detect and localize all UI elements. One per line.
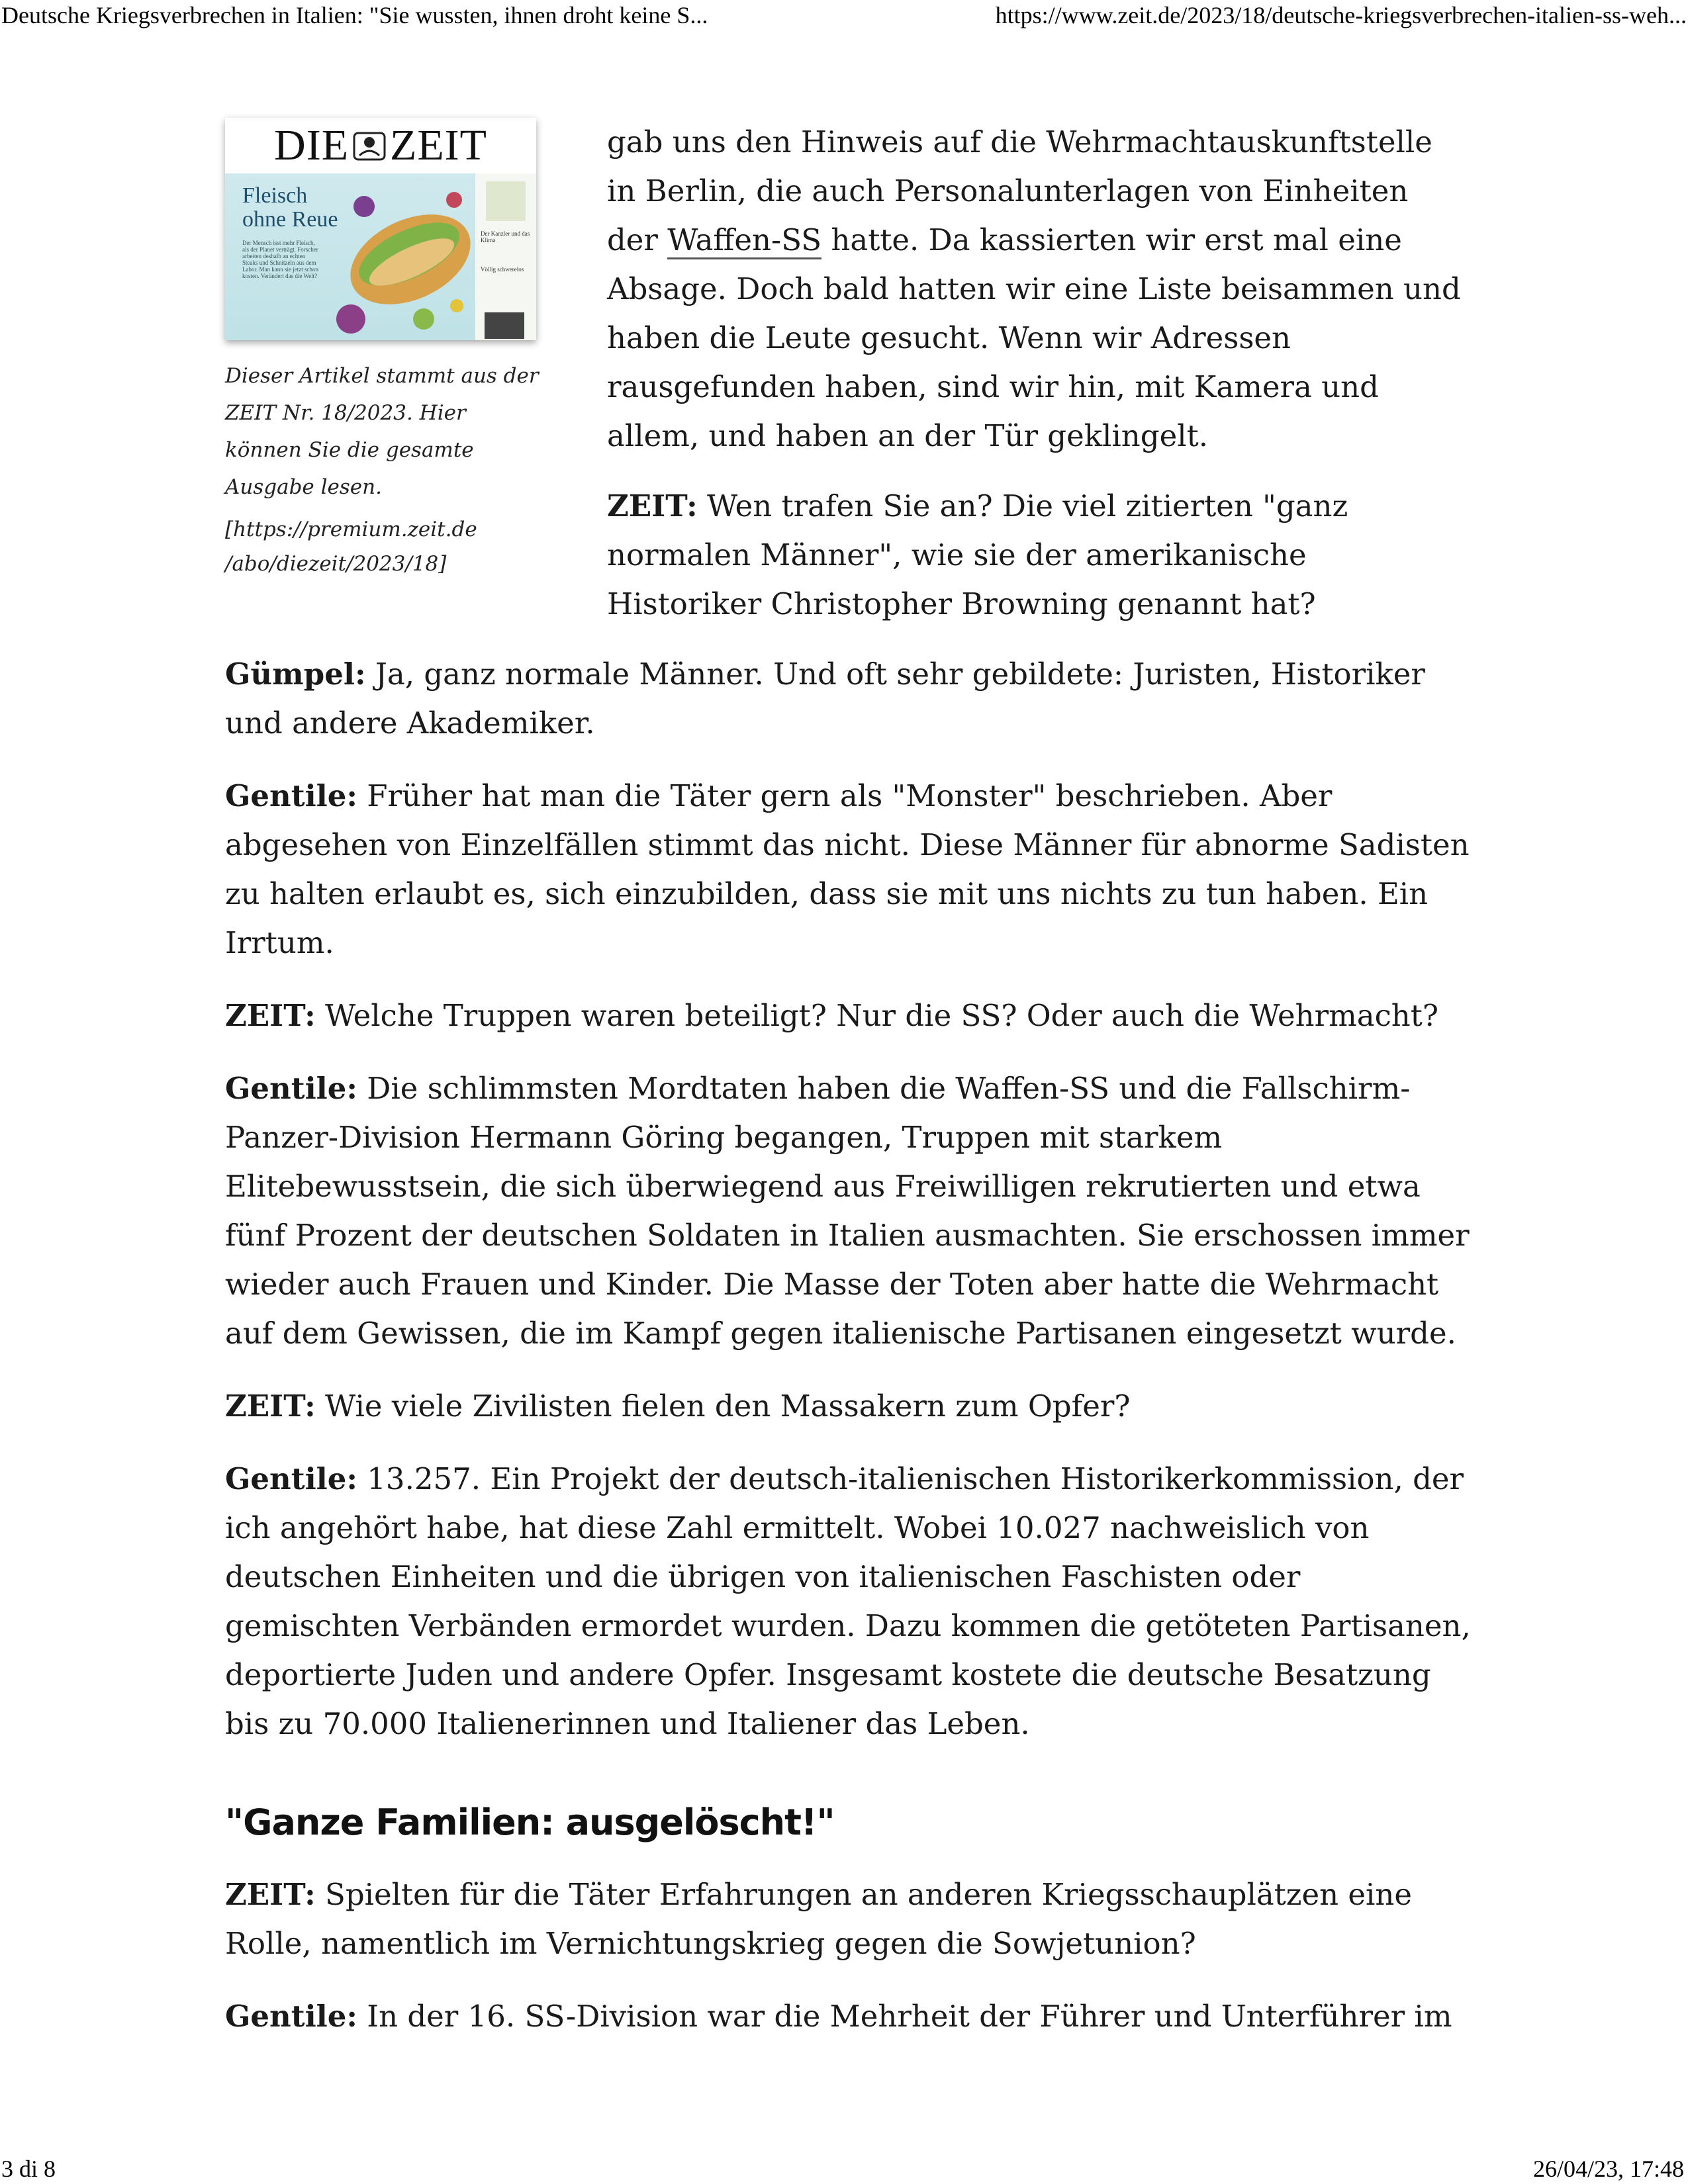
print-timestamp: 26/04/23, 17:48 xyxy=(1532,2156,1684,2182)
sandwich-illustration xyxy=(324,180,475,339)
print-footer xyxy=(0,2152,1688,2184)
cover-side-thumbnail xyxy=(485,312,524,339)
print-header xyxy=(0,0,1688,34)
section-subheading: "Ganze Familien: ausgelöscht!" xyxy=(225,1801,835,1843)
magazine-cover-image[interactable] xyxy=(225,118,536,340)
paragraph-text: In der 16. SS-Division war die Mehrheit der Führer und Unterführer im xyxy=(357,1999,1452,2034)
paragraph-7 xyxy=(225,1382,1483,1431)
speaker-label: ZEIT: xyxy=(607,488,698,523)
paragraph-5 xyxy=(225,991,1483,1040)
page-title: Deutsche Kriegsverbrechen in Italien: "Sie wussten, ihnen droht keine S... xyxy=(1,2,708,28)
paragraph-text: Ja, ganz normale Männer. Und oft sehr gebildete: Juristen, Historiker und andere Akademiker. xyxy=(225,657,1425,741)
speaker-label: Gentile: xyxy=(225,1071,357,1106)
paragraph-text: Früher hat man die Täter gern als "Monster" beschrieben. Aber abgesehen von Einzelfällen stimmt das nicht. Diese Männer für abnorme Sadisten zu halten erlaubt es, sich einzubilden, dass sie mit uns nichts zu tun haben. Ein Irrtum. xyxy=(225,778,1470,960)
cover-sidebar xyxy=(475,173,536,340)
article-column-right xyxy=(607,118,1468,629)
cover-portrait xyxy=(486,181,526,221)
speaker-label: ZEIT: xyxy=(225,998,316,1033)
paragraph-text: 13.257. Ein Projekt der deutsch-italienischen Historikerkommission, der ich angehört habe, hat diese Zahl ermittelt. Wobei 10.027 nachweislich von deutschen Einheiten und die übrigen von italienischen Faschisten oder gemischten Verbänden ermordet wurden. Dazu kommen die getöteten Partisanen, deportierte Juden und andere Opfer. Insgesamt kostete die deutsche Besatzung bis zu 70.000 Italienerinnen und Italiener das Leben. xyxy=(225,1461,1471,1741)
speaker-label: Gentile: xyxy=(225,1999,357,2034)
paragraph-3 xyxy=(225,650,1483,748)
paragraph-10 xyxy=(225,1992,1483,2041)
paragraph-text: Spielten für die Täter Erfahrungen an anderen Kriegsschauplätzen eine Rolle, namentlich im Vernichtungskrieg gegen die Sowjetunion? xyxy=(225,1877,1413,1961)
speaker-label: ZEIT: xyxy=(225,1388,316,1424)
paragraph-6 xyxy=(225,1064,1483,1358)
cover-headline-line2: ohne Reue xyxy=(242,207,338,232)
paragraph-1-text-b: hatte. Da kassierten wir erst mal eine Absage. Doch bald hatten wir eine Liste beisammen und haben die Leute gesucht. Wenn wir Adressen rausgefunden haben, sind wir hin, mit Kamera und allem, und haben an der Tür geklingelt. xyxy=(607,222,1461,453)
caption-url-line1[interactable]: [https://premium.zeit.de xyxy=(225,518,477,541)
cover-caption xyxy=(225,357,543,581)
speaker-label: Gentile: xyxy=(225,778,357,813)
caption-url-line2[interactable]: /abo/diezeit/2023/18] xyxy=(225,552,447,576)
cover-side-teaser-2: Völlig schwerelos xyxy=(481,266,524,273)
paragraph-1 xyxy=(607,118,1468,461)
paragraph-4 xyxy=(225,772,1483,968)
masthead-right: ZEIT xyxy=(390,121,487,169)
caption-url[interactable] xyxy=(225,512,543,581)
paragraph-1-text-a: gab uns den Hinweis auf die Wehrmachtauskunftstelle in Berlin, die auch Personalunterlagen von Einheiten der xyxy=(607,124,1432,257)
article-body-continued xyxy=(225,1870,1483,2041)
article-section xyxy=(225,1801,1483,1843)
cover-main-area xyxy=(225,173,475,340)
crest-icon xyxy=(352,129,387,163)
paragraph-text: Welche Truppen waren beteiligt? Nur die SS? Oder auch die Wehrmacht? xyxy=(315,998,1438,1033)
paragraph-9 xyxy=(225,1870,1483,1968)
masthead-left: DIE xyxy=(274,121,350,169)
waffen-ss-link[interactable]: Waffen-SS xyxy=(667,222,821,259)
paragraph-text: Die schlimmsten Mordtaten haben die Waffen-SS und die Fallschirm-Panzer-Division Hermann Göring begangen, Truppen mit starkem Elitebewusstsein, die sich überwiegend aus Freiwilligen rekrutierten und etwa fünf Prozent der deutschen Soldaten in Italien ausmachten. Sie erschossen immer wieder auch Frauen und Kinder. Die Masse der Toten aber hatte die Wehrmacht auf dem Gewissen, die im Kampf gegen italienische Partisanen eingesetzt wurde. xyxy=(225,1071,1470,1351)
paragraph-text: Wie viele Zivilisten fielen den Massakern zum Opfer? xyxy=(315,1388,1131,1424)
page-url[interactable]: https://www.zeit.de/2023/18/deutsche-kriegsverbrechen-italien-ss-weh... xyxy=(995,2,1687,28)
cover-headline-line1: Fleisch xyxy=(242,183,308,208)
paragraph-text: Wen trafen Sie an? Die viel zitierten "ganz normalen Männer", wie sie der amerikanische Historiker Christopher Browning genannt hat? xyxy=(607,488,1348,621)
cover-blurb: Der Mensch isst mehr Fleisch, als der Planet verträgt. Forscher arbeiten deshalb an echten Steaks und Schnitzeln aus dem Labor. Man kann sie jetzt schon kosten. Verändert das die Welt? xyxy=(242,240,318,279)
speaker-label: Gentile: xyxy=(225,1461,357,1496)
cover-side-teaser-1: Der Kanzler und das Klima xyxy=(481,230,530,244)
cover-headline xyxy=(242,184,338,232)
cover-masthead xyxy=(225,118,536,173)
paragraph-8 xyxy=(225,1455,1483,1749)
caption-text: Dieser Artikel stammt aus der ZEIT Nr. 18/2023. Hier können Sie die gesamte Ausgabe lesen. xyxy=(225,364,539,499)
page-number: 3 di 8 xyxy=(1,2156,56,2182)
speaker-label: Gümpel: xyxy=(225,657,366,692)
article-body xyxy=(225,650,1483,1749)
speaker-label: ZEIT: xyxy=(225,1877,316,1912)
paragraph-2 xyxy=(607,482,1468,629)
